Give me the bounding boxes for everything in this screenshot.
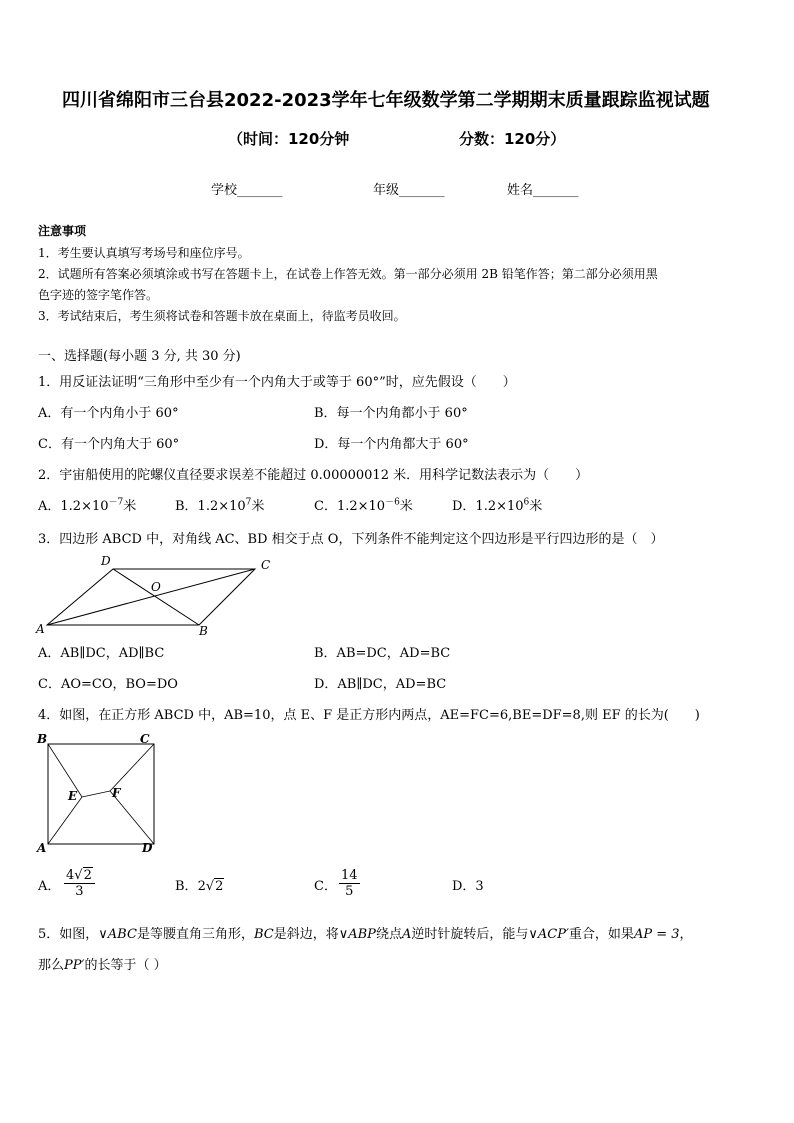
label-a: A bbox=[36, 622, 45, 636]
label-d: D bbox=[101, 555, 111, 568]
q2-stem: 2．宇宙船使用的陀螺仪直径要求误差不能超过 0.00000012 米．用科学记数法表示为（ ） bbox=[38, 468, 589, 483]
q3-option-c: C．AO=CO，BO=DO bbox=[38, 677, 178, 692]
q2-option-a: A．$1.2\times 10^{-7}$米 bbox=[38, 497, 137, 514]
square-abcd bbox=[48, 744, 154, 844]
name-field: 姓名_______ bbox=[507, 183, 579, 198]
q4-square-figure bbox=[34, 730, 164, 856]
notice-item: 1．考生要认真填写考场号和座位序号。 bbox=[38, 246, 250, 260]
notice-heading: 注意事项 bbox=[38, 224, 87, 238]
page-title: 四川省绵阳市三台县2022-2023学年七年级数学第二学期期末质量跟踪监视试题 bbox=[62, 90, 710, 111]
label-c: C bbox=[261, 558, 271, 572]
label-d: D bbox=[142, 841, 153, 855]
q1-option-a: A．有一个内角小于 60° bbox=[38, 406, 179, 421]
label-o: O bbox=[151, 580, 161, 594]
q2-option-d: D．$1.2\times 10^6$米 bbox=[452, 497, 543, 514]
q4-option-c-prefix: C． bbox=[314, 879, 337, 894]
q1-option-d: D．每一个内角都大于 60° bbox=[314, 437, 469, 452]
q3-stem: 3．四边形 ABCD 中，对角线 AC、BD 相交于点 O，下列条件不能判定这个四边形是平行四边形的是（ ） bbox=[38, 532, 664, 547]
q1-option-c: C．有一个内角大于 60° bbox=[38, 437, 180, 452]
notice-item: 色字迹的签字笔作答。 bbox=[38, 288, 159, 302]
q4-stem: 4．如图，在正方形 ABCD 中，AB=10，点 E、F 是正方形内两点，AE=FC=6,BE=DF=8,则 EF 的长为( ) bbox=[38, 708, 700, 723]
section-heading: 一、选择题(每小题 3 分, 共 30 分) bbox=[38, 349, 241, 364]
q3-option-a: A．AB∥DC，AD∥BC bbox=[38, 646, 165, 661]
label-c: C bbox=[140, 732, 150, 746]
q4-option-b: B．2√2 bbox=[175, 879, 224, 894]
q1-option-b: B．每一个内角都小于 60° bbox=[314, 406, 468, 421]
q3-parallelogram-figure bbox=[35, 555, 285, 640]
label-e: E bbox=[68, 789, 78, 803]
segment-ef bbox=[82, 791, 110, 797]
q4-option-c-fraction: $\frac{14}{5}$ bbox=[341, 868, 358, 899]
label-b: B bbox=[199, 624, 208, 638]
exam-score: 分数：120分） bbox=[459, 130, 566, 148]
notice-item: 3．考试结束后，考生须将试卷和答题卡放在桌面上，待监考员收回。 bbox=[38, 309, 406, 323]
diagonal-bd bbox=[113, 569, 199, 625]
label-b: B bbox=[37, 732, 48, 746]
label-f: F bbox=[112, 786, 121, 800]
q4-option-d: D．3 bbox=[452, 879, 484, 894]
q5-stem-line2: 那么PP′的长等于（ ） bbox=[38, 958, 167, 973]
diagonal-ac bbox=[47, 569, 255, 625]
q3-option-d: D．AB∥DC，AD=BC bbox=[314, 677, 447, 692]
q2-option-b: B．$1.2\times 10^7$米 bbox=[175, 497, 265, 514]
q4-option-a-prefix: A． bbox=[38, 879, 61, 894]
school-field: 学校_______ bbox=[211, 183, 283, 198]
q3-option-b: B．AB=DC，AD=BC bbox=[314, 646, 451, 661]
notice-item: 2．试题所有答案必须填涂或书写在答题卡上，在试卷上作答无效。第一部分必须用 2B 铅笔作答；第二部分必须用黑 bbox=[38, 267, 658, 281]
q5-stem-line1: 5．如图，∨ABC是等腰直角三角形，BC是斜边，将∨ABP绕点A逆时针旋转后，能与∨ACP′重合，如果AP = 3， bbox=[38, 927, 693, 942]
q1-stem: 1．用反证法证明“三角形中至少有一个内角大于或等于 60°”时，应先假设（ ） bbox=[38, 375, 516, 390]
q4-option-a-fraction: $\frac{4√2}{3}$ bbox=[64, 868, 95, 899]
label-a: A bbox=[37, 841, 47, 855]
grade-field: 年级_______ bbox=[373, 183, 445, 198]
exam-time: （时间：120分钟 bbox=[228, 130, 350, 148]
q2-option-c: C．$1.2\times 10^{-6}$米 bbox=[314, 497, 413, 514]
